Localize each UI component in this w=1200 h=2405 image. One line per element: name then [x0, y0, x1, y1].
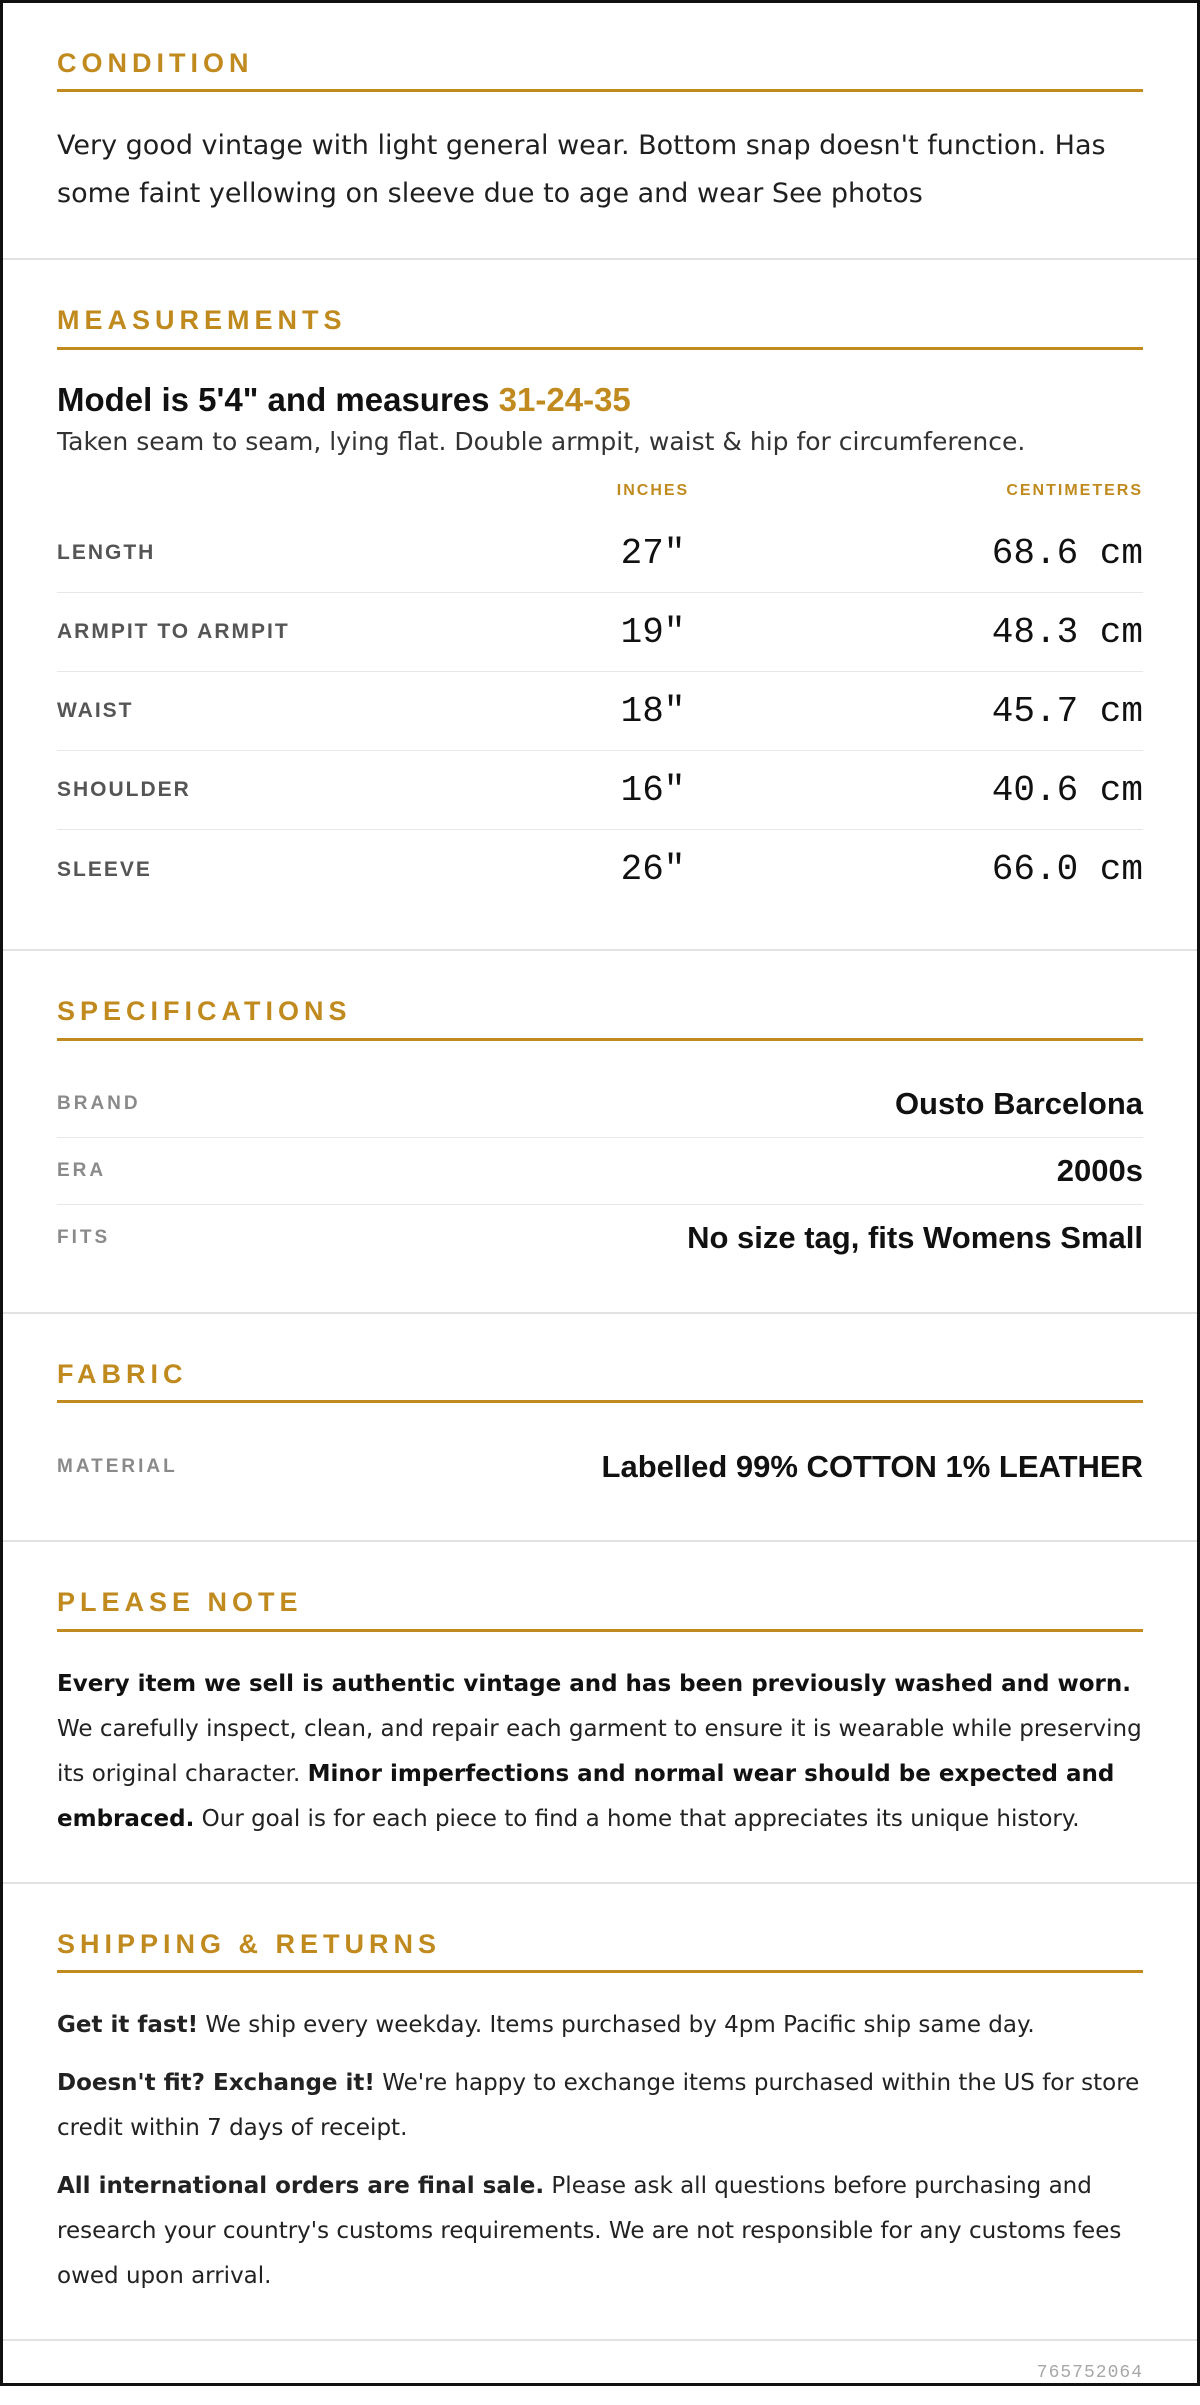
- measurements-section: [3, 260, 1197, 951]
- measurement-cm: 40.6 cm: [991, 769, 1143, 811]
- spec-value: Labelled 99% COTTON 1% LEATHER: [601, 1448, 1143, 1484]
- model-measurements: [57, 380, 1143, 420]
- shipping-title: SHIPPING & RETURNS: [57, 1928, 1143, 1973]
- shipping-bold: Doesn't fit? Exchange it!: [57, 2069, 375, 2096]
- spec-value: No size tag, fits Womens Small: [687, 1220, 1143, 1256]
- measurements-table-header: [57, 482, 1143, 500]
- shipping-text: Please ask all questions before purchasing and research your country's customs requirements. We are not responsible for any customs fees owed upon arrival.: [57, 2172, 1122, 2289]
- note-bold-2: Minor imperfections and normal wear should be expected and embraced.: [57, 1760, 1115, 1832]
- measurement-label: ARMPIT TO ARMPIT: [57, 620, 290, 644]
- measurement-cm: 45.7 cm: [991, 690, 1143, 732]
- please-note-section: [3, 1542, 1197, 1883]
- measurement-label: SHOULDER: [57, 778, 191, 802]
- spec-row-brand: [57, 1071, 1143, 1138]
- measurement-cm: 68.6 cm: [991, 532, 1143, 574]
- measurement-row-armpit: [57, 593, 1143, 672]
- spec-label: FITS: [57, 1227, 111, 1249]
- measurements-title: MEASUREMENTS: [57, 304, 1143, 349]
- shipping-paragraph: [57, 2164, 1143, 2299]
- spec-value: Ousto Barcelona: [894, 1085, 1143, 1121]
- shipping-section: [3, 1884, 1197, 2341]
- measurement-inches: 27": [620, 532, 686, 574]
- measurements-table: [57, 514, 1143, 909]
- model-measures-value: 31-24-35: [498, 380, 631, 418]
- shipping-paragraph: [57, 2003, 1143, 2048]
- note-text-2: Our goal is for each piece to find a home that appreciates its unique history.: [194, 1805, 1080, 1832]
- product-id: 765752064: [1036, 2362, 1143, 2383]
- spec-row-fits: [57, 1205, 1143, 1272]
- shipping-text: We ship every weekday. Items purchased by 4pm Pacific ship same day.: [198, 2011, 1035, 2038]
- note-bold-1: Every item we sell is authentic vintage and has been previously washed and worn.: [57, 1670, 1131, 1697]
- inches-column-header: INCHES: [616, 482, 690, 500]
- measurement-label: LENGTH: [57, 541, 156, 565]
- measurement-cm: 66.0 cm: [991, 849, 1143, 891]
- condition-section: [3, 3, 1197, 260]
- measurement-inches: 26": [620, 849, 686, 891]
- spec-value: 2000s: [1056, 1152, 1143, 1188]
- model-prefix: Model is 5'4" and measures: [57, 380, 499, 418]
- shipping-paragraph: [57, 2061, 1143, 2151]
- shipping-bold: Get it fast!: [57, 2011, 199, 2038]
- measurement-row-waist: [57, 672, 1143, 751]
- measurement-inches: 18": [620, 690, 686, 732]
- centimeters-column-header: CENTIMETERS: [1006, 482, 1143, 500]
- please-note-title: PLEASE NOTE: [57, 1586, 1143, 1631]
- please-note-text: [57, 1662, 1143, 1842]
- note-text-1: We carefully inspect, clean, and repair each garment to ensure it is wearable while preserving its original character.: [57, 1715, 1142, 1787]
- spec-row-material: [57, 1433, 1143, 1500]
- measurement-row-shoulder: [57, 751, 1143, 830]
- measurements-subtitle: Taken seam to seam, lying flat. Double armpit, waist & hip for circumference.: [57, 427, 1026, 457]
- specifications-title: SPECIFICATIONS: [57, 995, 1143, 1040]
- spec-row-era: [57, 1138, 1143, 1205]
- shipping-text: We're happy to exchange items purchased within the US for store credit within 7 days of receipt.: [57, 2069, 1140, 2141]
- measurement-row-length: [57, 514, 1143, 593]
- condition-text: Very good vintage with light general wear. Bottom snap doesn't function. Has some faint yellowing on sleeve due to age and wear See photos: [57, 130, 1106, 210]
- measurement-row-sleeve: [57, 830, 1143, 909]
- fabric-title: FABRIC: [57, 1358, 1143, 1403]
- specifications-list: [57, 1071, 1143, 1272]
- measurement-cm: 48.3 cm: [991, 611, 1143, 653]
- measurement-label: SLEEVE: [57, 857, 152, 881]
- spec-label: MATERIAL: [57, 1455, 178, 1477]
- measurement-inches: 19": [620, 611, 686, 653]
- measurement-inches: 16": [620, 769, 686, 811]
- condition-title: CONDITION: [57, 47, 1143, 92]
- spec-label: BRAND: [57, 1092, 141, 1114]
- measurement-label: WAIST: [57, 699, 134, 723]
- fabric-section: [3, 1314, 1197, 1542]
- shipping-bold: All international orders are final sale.: [57, 2172, 545, 2199]
- spec-label: ERA: [57, 1159, 107, 1181]
- specifications-section: [3, 951, 1197, 1313]
